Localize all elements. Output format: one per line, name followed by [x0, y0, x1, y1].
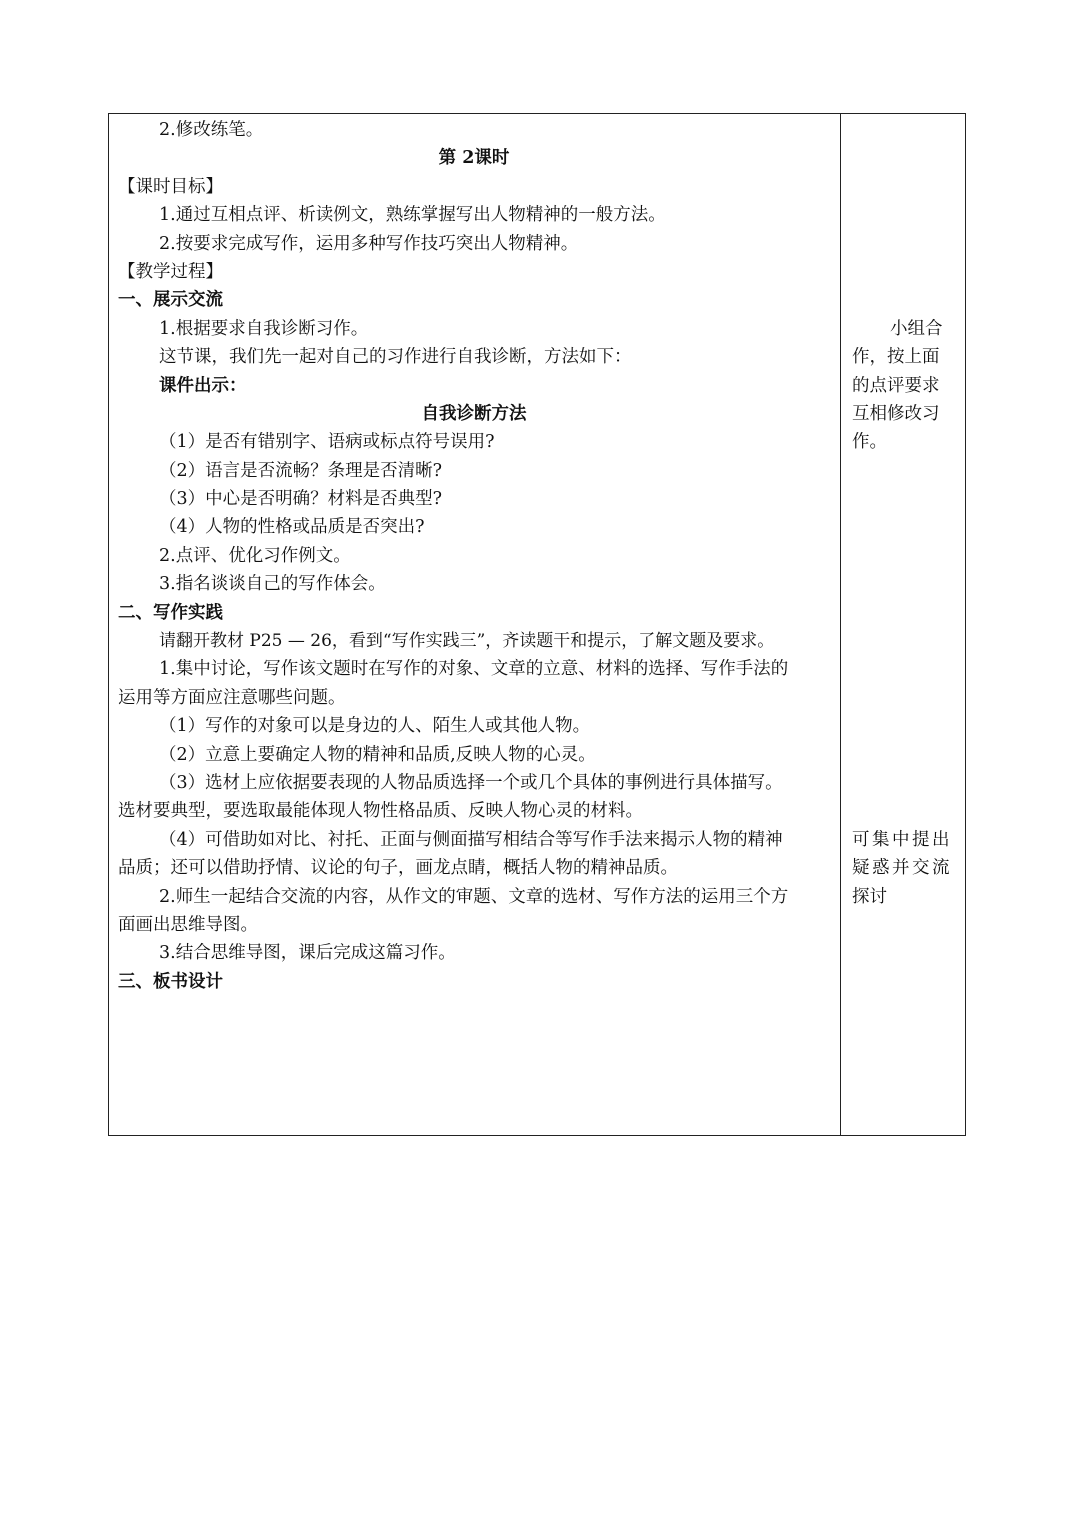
section-heading: 二、写作实践 [118, 603, 223, 623]
text-line: （2）立意上要确定人物的精神和品质,反映人物的心灵。 [159, 745, 596, 765]
lesson-plan-table [108, 113, 966, 1136]
text-line: （2）语言是否流畅？条理是否清晰? [159, 461, 443, 481]
side-note-line: 探讨 [852, 887, 887, 907]
text-line: 1.根据要求自我诊断习作。 [159, 319, 369, 339]
section-label: 【课时目标】 [118, 177, 223, 197]
text-line: 2.点评、优化习作例文。 [159, 546, 351, 566]
text-line: 这节课，我们先一起对自己的习作进行自我诊断，方法如下： [159, 347, 632, 367]
text-line: （3）中心是否明确？材料是否典型? [159, 489, 443, 509]
text-line: （1）是否有错别字、语病或标点符号误用? [159, 432, 495, 452]
text-line: 面画出思维导图。 [118, 915, 258, 935]
text-line: 请翻开教材 P25 — 26，看到“写作实践三”，齐读题干和提示，了解文题及要求。 [159, 631, 775, 651]
side-note-line: 作，按上面 [852, 347, 940, 367]
side-note-line: 可集中提出 [852, 830, 952, 850]
side-note-line: 互相修改习 [852, 404, 940, 424]
text-line: 选材要典型，要选取最能体现人物性格品质、反映人物心灵的材料。 [118, 801, 643, 821]
column-divider [840, 114, 841, 1135]
text-line: （1）写作的对象可以是身边的人、陌生人或其他人物。 [159, 716, 591, 736]
lesson-heading: 第 2课时 [438, 148, 510, 168]
text-line: 3.结合思维导图，课后完成这篇习作。 [159, 943, 456, 963]
notes-column [842, 114, 965, 1135]
side-note-line: 的点评要求 [852, 376, 940, 396]
text-line: 运用等方面应注意哪些问题。 [118, 688, 346, 708]
text-line: 3.指名谈谈自己的写作体会。 [159, 574, 386, 594]
text-line: 2.师生一起结合交流的内容，从作文的审题、文章的选材、写作方法的运用三个方 [159, 887, 789, 907]
main-content-column [109, 114, 840, 1135]
text-line: 2.修改练笔。 [159, 120, 264, 140]
text-line: 1.集中讨论，写作该文题时在写作的对象、文章的立意、材料的选择、写作手法的 [159, 659, 789, 679]
side-note-line: 作。 [852, 432, 887, 452]
text-line: 课件出示： [159, 376, 247, 396]
text-line: （3）选材上应依据要表现的人物品质选择一个或几个具体的事例进行具体描写。 [159, 773, 783, 793]
text-line: 2.按要求完成写作，运用多种写作技巧突出人物精神。 [159, 234, 579, 254]
side-note-line: 疑惑并交流 [852, 858, 952, 878]
subheading: 自我诊断方法 [421, 404, 527, 424]
text-line: 品质；还可以借助抒情、议论的句子，画龙点睛，概括人物的精神品质。 [118, 858, 678, 878]
side-note-line: 小组合 [890, 319, 943, 339]
section-heading: 三、板书设计 [118, 972, 223, 992]
section-heading: 一、展示交流 [118, 290, 223, 310]
text-line: （4）可借助如对比、衬托、正面与侧面描写相结合等写作手法来揭示人物的精神 [159, 830, 783, 850]
text-line: （4）人物的性格或品质是否突出? [159, 517, 425, 537]
text-line: 1.通过互相点评、析读例文，熟练掌握写出人物精神的一般方法。 [159, 205, 666, 225]
section-label: 【教学过程】 [118, 262, 223, 282]
